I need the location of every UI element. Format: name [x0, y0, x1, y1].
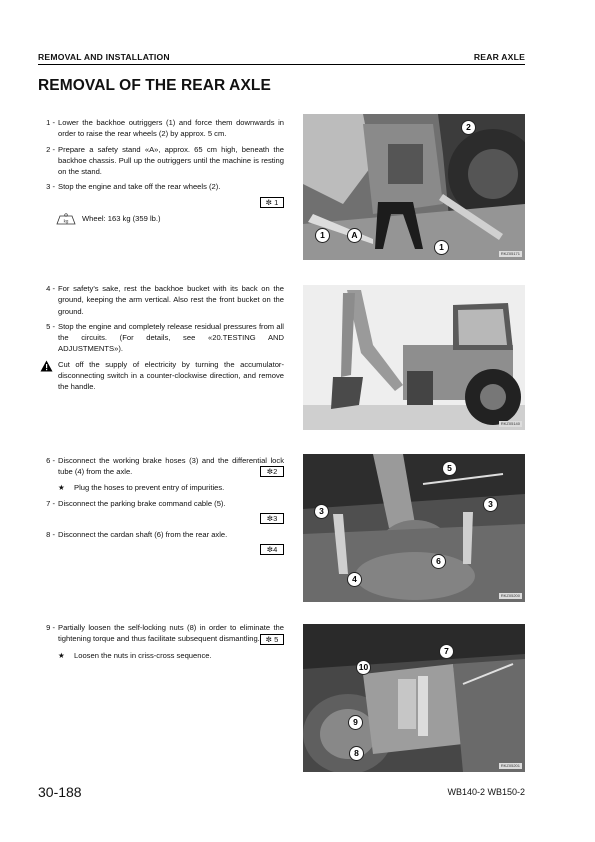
callout-3: 3 [314, 504, 329, 519]
step-8 [40, 529, 284, 540]
step-2 [40, 144, 284, 178]
callout-7: 7 [439, 644, 454, 659]
step-7 [40, 498, 284, 509]
step-5 [40, 321, 284, 355]
star-icon: ★ [58, 482, 65, 492]
callout-1: 1 [315, 228, 330, 243]
photo-code: RKZ05171 [500, 251, 520, 256]
procedure-block-2 [40, 283, 284, 393]
photo-code: RKZ05140 [500, 421, 520, 426]
ref-row [40, 544, 284, 555]
chapter-title: REAR AXLE [473, 52, 525, 62]
weight-note [56, 213, 284, 225]
photo-self-locking-nuts [303, 624, 525, 772]
warning-text: Cut off the supply of electricity by turning the accumulator-disconnecting switch in a counter-clockwise direction, and remove the handle. [58, 359, 284, 392]
page-title: REMOVAL OF THE REAR AXLE [38, 77, 271, 94]
callout-8: 8 [349, 746, 364, 761]
step-text: Disconnect the parking brake command cable (5). [58, 498, 226, 508]
reference-box: ✼3 [260, 513, 284, 524]
reference-box: ✼4 [260, 544, 284, 555]
reference-box: ✼ 5 [260, 634, 284, 645]
procedure-block-1 [40, 117, 284, 225]
step-number: 4 - [46, 284, 55, 293]
photo-code: RKZ05201 [500, 763, 520, 768]
photo-outriggers-stand [303, 114, 525, 260]
step-4 [40, 283, 284, 317]
step-number: 1 - [46, 118, 55, 127]
callout-4: 4 [347, 572, 362, 587]
note-text: Plug the hoses to prevent entry of impurities. [74, 482, 225, 492]
photo-backhoe-machine [303, 285, 525, 430]
ref-row [40, 513, 284, 524]
photo-code: RKZ05200 [500, 593, 520, 598]
step-text: Lower the backhoe outriggers (1) and force them downwards in order to raise the rear wheels (2) by approx. 5 cm. [58, 118, 284, 139]
step-text: Stop the engine and completely release residual pressures from all the circuits. (For details, see «20.TESTING AND ADJUSTMENTS»). [58, 321, 284, 354]
weight-text: Wheel: 163 kg (359 lb.) [82, 214, 161, 224]
weight-icon [56, 213, 76, 225]
callout-a: A [347, 228, 362, 243]
section-title: REMOVAL AND INSTALLATION [38, 52, 170, 62]
step-number: 2 - [46, 144, 55, 154]
step-1 [40, 117, 284, 140]
header-rule [38, 64, 525, 65]
callout-1b: 1 [434, 240, 449, 255]
callout-3b: 3 [483, 497, 498, 512]
page-number: 30-188 [38, 784, 82, 800]
step-number: 7 - [46, 498, 55, 508]
step-number: 5 - [46, 321, 55, 331]
model-label: WB140-2 WB150-2 [447, 787, 525, 797]
step-number: 6 - [46, 456, 55, 465]
step-number: 3 - [46, 182, 55, 192]
step-text: Partially loosen the self-locking nuts (8) in order to eliminate the tightening torque and thus facilitate subsequent dismantling. [58, 623, 284, 644]
note-text: Loosen the nuts in criss-cross sequence. [74, 650, 212, 660]
note-star [58, 650, 284, 661]
callout-10: 10 [356, 660, 371, 675]
callout-2: 2 [461, 120, 476, 135]
step-text: Prepare a safety stand «A», approx. 65 cm high, beneath the backhoe chassis. Pull up the outriggers until the machine is resting on the stand. [58, 144, 284, 177]
note-star [58, 482, 284, 493]
step-number: 8 - [46, 530, 55, 540]
weight-icon-label: kg [63, 218, 69, 224]
warning-icon [40, 359, 58, 393]
step-text: Disconnect the cardan shaft (6) from the rear axle. [58, 530, 228, 540]
callout-6: 6 [431, 554, 446, 569]
step-number: 9 - [46, 623, 55, 632]
reference-box: ✼2 [260, 466, 284, 477]
step-text: Stop the engine and take off the rear wheels (2). [58, 182, 221, 192]
step-9 [40, 622, 284, 645]
callout-9: 9 [348, 715, 363, 730]
reference-box: ✼ 1 [260, 197, 284, 208]
callout-5: 5 [442, 461, 457, 476]
running-header [38, 52, 525, 64]
procedure-block-4 [40, 622, 284, 666]
photo-cardan-shaft [303, 454, 525, 602]
step-6 [40, 455, 284, 478]
step-3 [40, 181, 284, 192]
photo-illustration [303, 114, 525, 260]
step-text: For safety's sake, rest the backhoe bucket with its back on the ground, keeping the arm vertical. Also rest the front bucket on the ground. [58, 284, 284, 316]
star-icon: ★ [58, 650, 65, 660]
photo-illustration [303, 285, 525, 430]
photo-illustration [303, 624, 525, 772]
step-text: Disconnect the working brake hoses (3) and the differential lock tube (4) from the axle. [58, 456, 284, 477]
procedure-block-3 [40, 455, 284, 560]
photo-illustration [303, 454, 525, 602]
warning-note [40, 359, 284, 393]
ref-row [40, 197, 284, 208]
